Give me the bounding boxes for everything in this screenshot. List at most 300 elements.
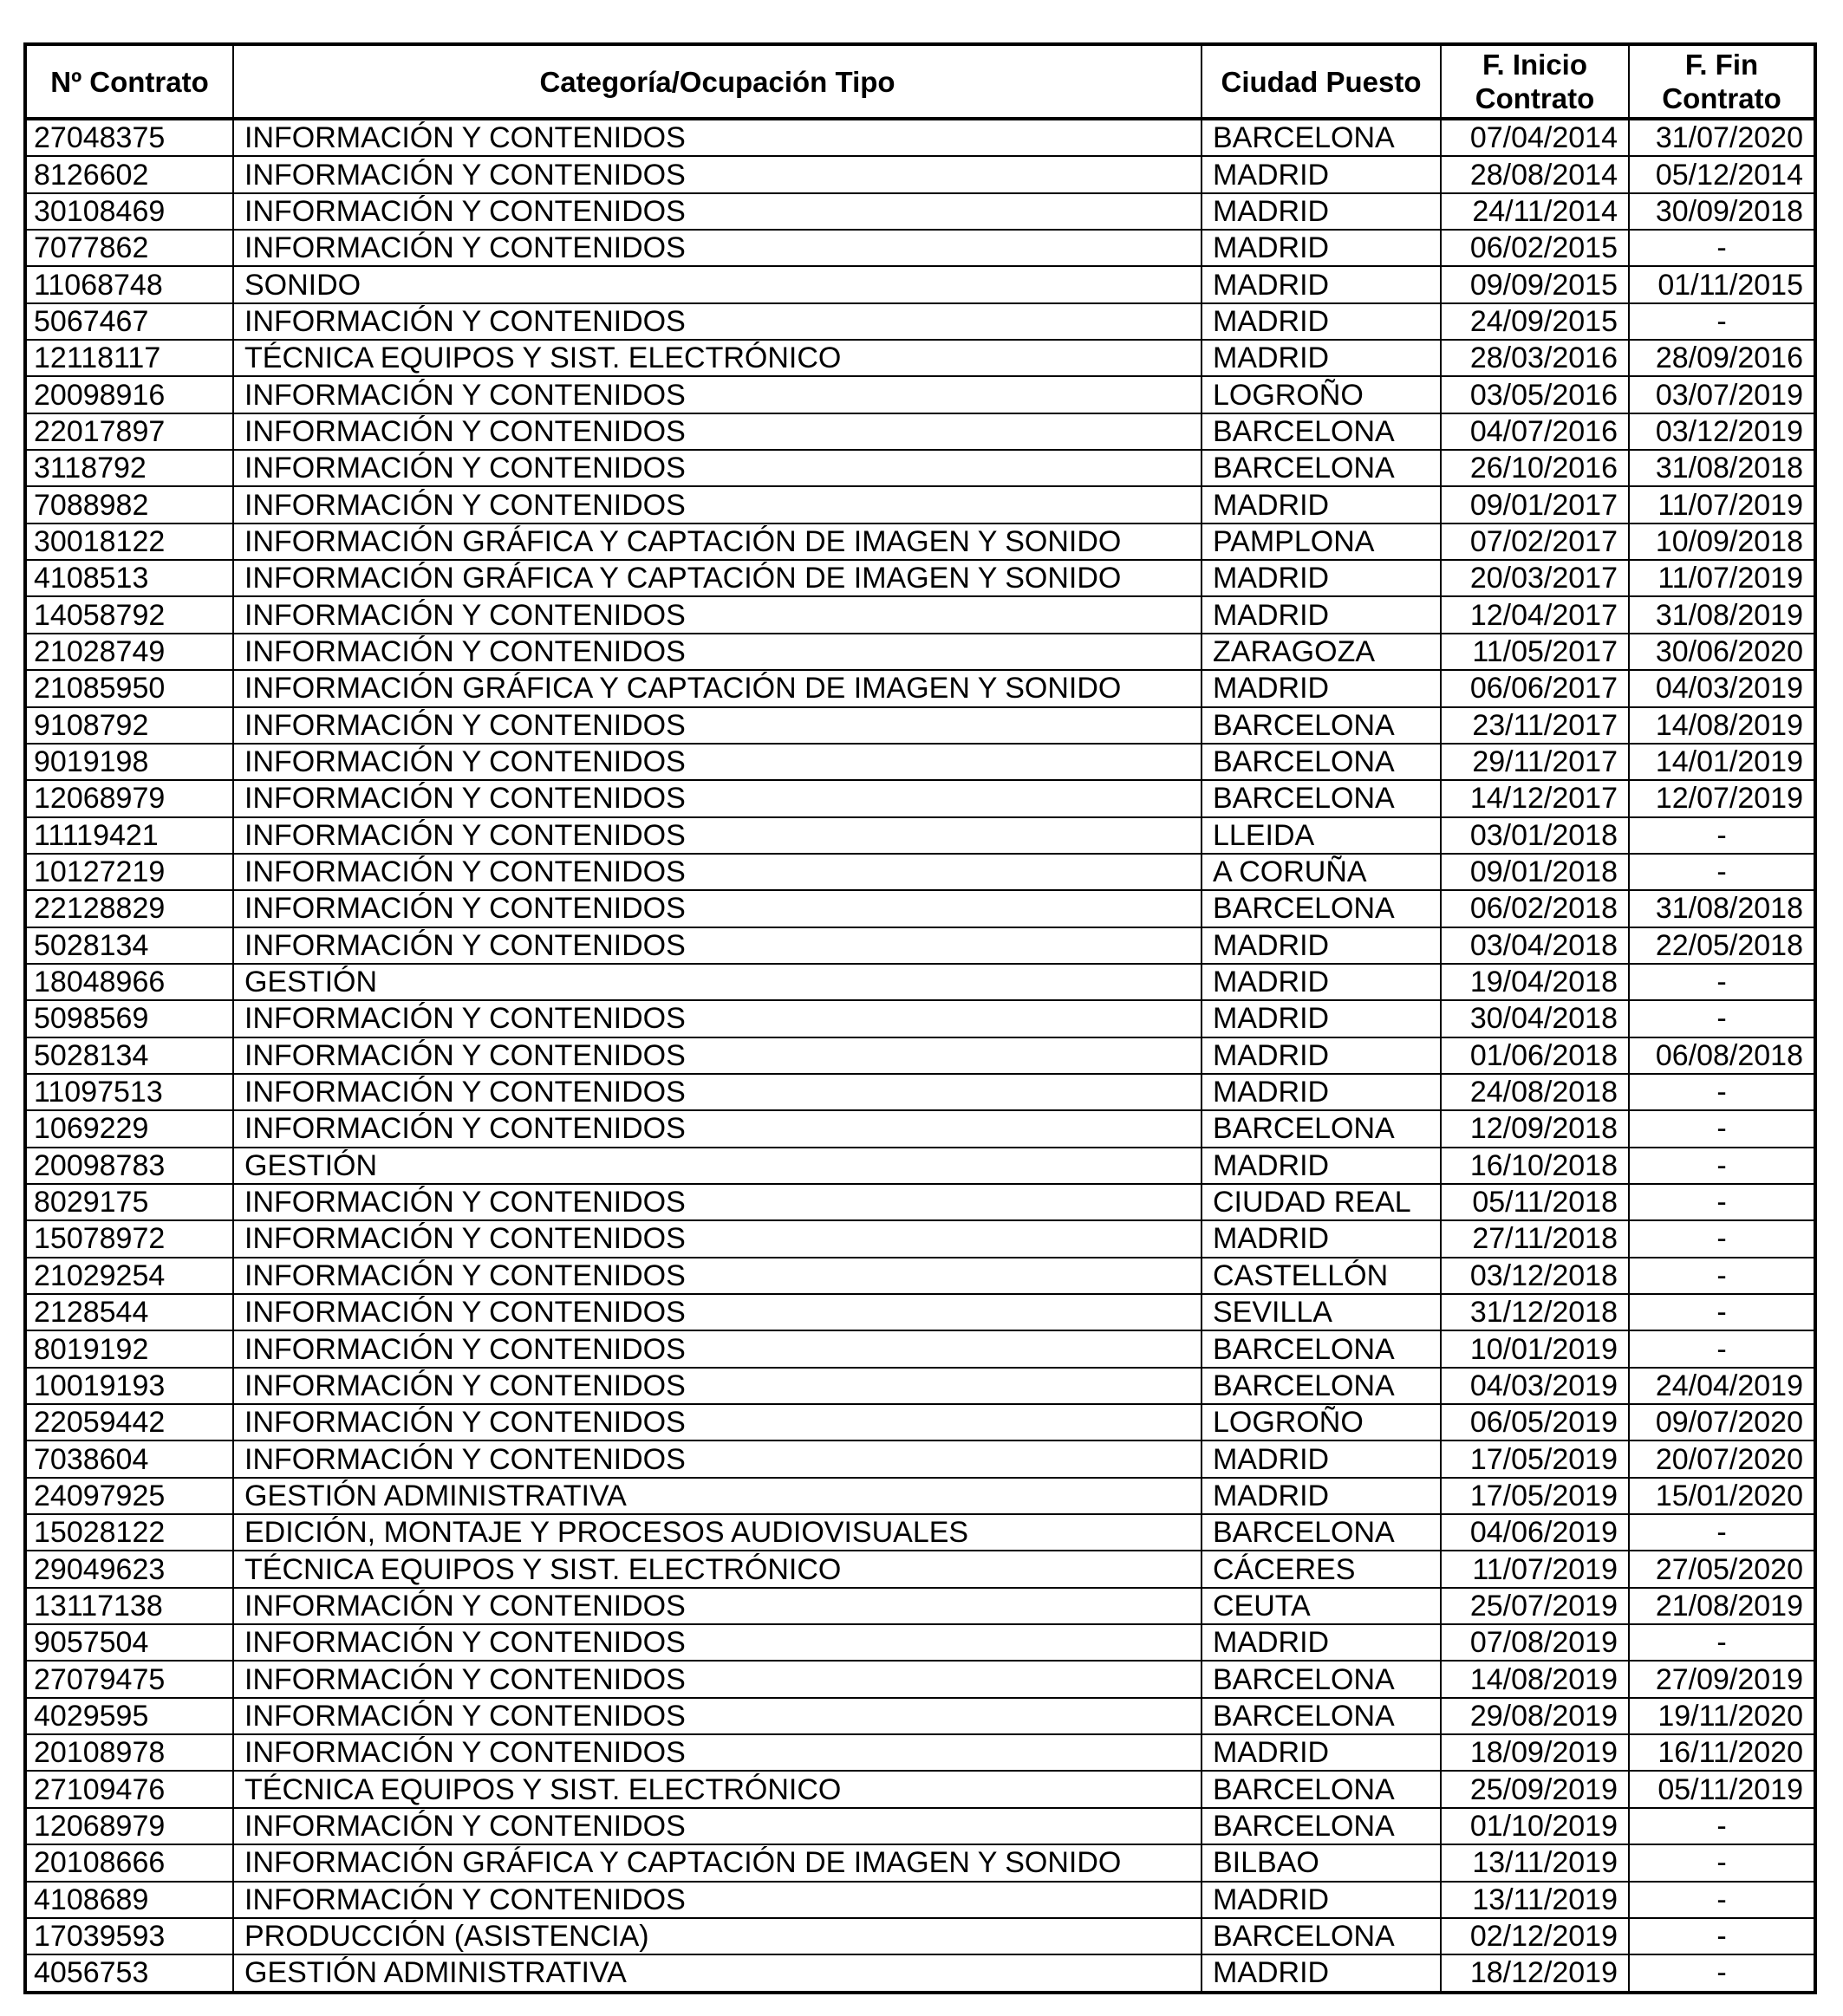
cell-city: MADRID xyxy=(1202,596,1441,633)
table-row xyxy=(25,1404,1815,1440)
cell-city: MADRID xyxy=(1202,670,1441,706)
cell-category: TÉCNICA EQUIPOS Y SIST. ELECTRÓNICO xyxy=(233,1771,1202,1807)
cell-city: CÁCERES xyxy=(1202,1551,1441,1587)
cell-contract-no: 21029254 xyxy=(25,1258,233,1294)
cell-start-date: 06/02/2015 xyxy=(1441,230,1629,266)
contracts-table xyxy=(23,42,1817,1994)
header-start-line1: F. Inicio xyxy=(1482,49,1587,81)
cell-contract-no: 22128829 xyxy=(25,890,233,927)
cell-end-date: 14/08/2019 xyxy=(1629,707,1815,744)
cell-city: BARCELONA xyxy=(1202,1661,1441,1697)
cell-category: INFORMACIÓN Y CONTENIDOS xyxy=(233,119,1202,156)
cell-end-date: - xyxy=(1629,1074,1815,1110)
cell-category: INFORMACIÓN Y CONTENIDOS xyxy=(233,1220,1202,1257)
cell-city: MADRID xyxy=(1202,1478,1441,1514)
table-row xyxy=(25,1954,1815,1992)
cell-city: BARCELONA xyxy=(1202,1330,1441,1367)
cell-contract-no: 10127219 xyxy=(25,854,233,890)
table-row xyxy=(25,486,1815,523)
cell-start-date: 04/03/2019 xyxy=(1441,1368,1629,1404)
cell-start-date: 31/12/2018 xyxy=(1441,1294,1629,1330)
table-row xyxy=(25,1258,1815,1294)
cell-end-date: - xyxy=(1629,230,1815,266)
cell-category: INFORMACIÓN Y CONTENIDOS xyxy=(233,1624,1202,1661)
header-end-date xyxy=(1629,44,1815,119)
cell-city: CEUTA xyxy=(1202,1588,1441,1624)
cell-end-date: - xyxy=(1629,854,1815,890)
cell-contract-no: 5098569 xyxy=(25,1000,233,1037)
cell-start-date: 09/09/2015 xyxy=(1441,266,1629,302)
cell-contract-no: 29049623 xyxy=(25,1551,233,1587)
table-row xyxy=(25,1698,1815,1734)
table-row xyxy=(25,524,1815,560)
cell-category: INFORMACIÓN Y CONTENIDOS xyxy=(233,376,1202,413)
cell-city: BARCELONA xyxy=(1202,744,1441,780)
cell-city: MADRID xyxy=(1202,1037,1441,1074)
cell-city: A CORUÑA xyxy=(1202,854,1441,890)
cell-end-date: - xyxy=(1629,1110,1815,1147)
table-row xyxy=(25,266,1815,302)
header-start-line2: Contrato xyxy=(1475,82,1595,114)
cell-city: BARCELONA xyxy=(1202,1698,1441,1734)
cell-contract-no: 9108792 xyxy=(25,707,233,744)
cell-start-date: 06/06/2017 xyxy=(1441,670,1629,706)
cell-city: MADRID xyxy=(1202,1074,1441,1110)
cell-start-date: 04/06/2019 xyxy=(1441,1514,1629,1551)
cell-category: INFORMACIÓN Y CONTENIDOS xyxy=(233,744,1202,780)
table-row xyxy=(25,340,1815,376)
cell-city: MADRID xyxy=(1202,1440,1441,1477)
cell-end-date: 15/01/2020 xyxy=(1629,1478,1815,1514)
cell-start-date: 28/08/2014 xyxy=(1441,156,1629,192)
table-row xyxy=(25,119,1815,156)
cell-start-date: 25/09/2019 xyxy=(1441,1771,1629,1807)
cell-city: MADRID xyxy=(1202,1734,1441,1771)
table-row xyxy=(25,1588,1815,1624)
cell-end-date: 03/07/2019 xyxy=(1629,376,1815,413)
cell-city: MADRID xyxy=(1202,1882,1441,1918)
cell-contract-no: 20098783 xyxy=(25,1148,233,1184)
cell-end-date: - xyxy=(1629,817,1815,854)
cell-end-date: 31/08/2019 xyxy=(1629,596,1815,633)
cell-category: INFORMACIÓN Y CONTENIDOS xyxy=(233,1000,1202,1037)
cell-start-date: 23/11/2017 xyxy=(1441,707,1629,744)
cell-start-date: 26/10/2016 xyxy=(1441,450,1629,486)
table-row xyxy=(25,670,1815,706)
header-row xyxy=(25,44,1815,119)
cell-end-date: - xyxy=(1629,1514,1815,1551)
cell-category: INFORMACIÓN GRÁFICA Y CAPTACIÓN DE IMAGEN Y SONIDO xyxy=(233,524,1202,560)
cell-end-date: 12/07/2019 xyxy=(1629,780,1815,816)
cell-city: MADRID xyxy=(1202,1000,1441,1037)
cell-end-date: - xyxy=(1629,1148,1815,1184)
cell-end-date: - xyxy=(1629,1882,1815,1918)
cell-city: BARCELONA xyxy=(1202,450,1441,486)
cell-category: INFORMACIÓN Y CONTENIDOS xyxy=(233,780,1202,816)
table-row xyxy=(25,1037,1815,1074)
cell-end-date: - xyxy=(1629,1330,1815,1367)
cell-category: GESTIÓN ADMINISTRATIVA xyxy=(233,1478,1202,1514)
table-row xyxy=(25,596,1815,633)
cell-start-date: 12/09/2018 xyxy=(1441,1110,1629,1147)
cell-end-date: - xyxy=(1629,1258,1815,1294)
cell-start-date: 09/01/2017 xyxy=(1441,486,1629,523)
cell-end-date: 03/12/2019 xyxy=(1629,413,1815,450)
cell-contract-no: 4108689 xyxy=(25,1882,233,1918)
cell-contract-no: 24097925 xyxy=(25,1478,233,1514)
cell-contract-no: 21085950 xyxy=(25,670,233,706)
table-row xyxy=(25,1734,1815,1771)
table-row xyxy=(25,1478,1815,1514)
cell-contract-no: 12068979 xyxy=(25,780,233,816)
cell-start-date: 07/08/2019 xyxy=(1441,1624,1629,1661)
cell-city: ZARAGOZA xyxy=(1202,634,1441,670)
cell-category: INFORMACIÓN Y CONTENIDOS xyxy=(233,854,1202,890)
cell-end-date: 31/08/2018 xyxy=(1629,890,1815,927)
cell-start-date: 18/09/2019 xyxy=(1441,1734,1629,1771)
cell-end-date: 14/01/2019 xyxy=(1629,744,1815,780)
cell-category: PRODUCCIÓN (ASISTENCIA) xyxy=(233,1918,1202,1954)
cell-end-date: - xyxy=(1629,1220,1815,1257)
cell-city: SEVILLA xyxy=(1202,1294,1441,1330)
cell-city: BARCELONA xyxy=(1202,119,1441,156)
cell-start-date: 19/04/2018 xyxy=(1441,964,1629,1000)
cell-contract-no: 27109476 xyxy=(25,1771,233,1807)
cell-start-date: 06/02/2018 xyxy=(1441,890,1629,927)
cell-category: INFORMACIÓN GRÁFICA Y CAPTACIÓN DE IMAGEN Y SONIDO xyxy=(233,670,1202,706)
cell-start-date: 07/04/2014 xyxy=(1441,119,1629,156)
cell-category: INFORMACIÓN Y CONTENIDOS xyxy=(233,450,1202,486)
table-row xyxy=(25,634,1815,670)
table-row xyxy=(25,303,1815,340)
table-row xyxy=(25,707,1815,744)
cell-end-date: 24/04/2019 xyxy=(1629,1368,1815,1404)
cell-start-date: 24/11/2014 xyxy=(1441,193,1629,230)
cell-contract-no: 20098916 xyxy=(25,376,233,413)
cell-contract-no: 13117138 xyxy=(25,1588,233,1624)
cell-category: TÉCNICA EQUIPOS Y SIST. ELECTRÓNICO xyxy=(233,1551,1202,1587)
table-row xyxy=(25,1294,1815,1330)
cell-category: INFORMACIÓN Y CONTENIDOS xyxy=(233,1184,1202,1220)
cell-category: INFORMACIÓN Y CONTENIDOS xyxy=(233,1074,1202,1110)
cell-contract-no: 5028134 xyxy=(25,1037,233,1074)
cell-end-date: - xyxy=(1629,303,1815,340)
cell-city: MADRID xyxy=(1202,486,1441,523)
cell-category: INFORMACIÓN GRÁFICA Y CAPTACIÓN DE IMAGEN Y SONIDO xyxy=(233,1844,1202,1881)
cell-start-date: 28/03/2016 xyxy=(1441,340,1629,376)
cell-category: INFORMACIÓN Y CONTENIDOS xyxy=(233,596,1202,633)
cell-category: INFORMACIÓN Y CONTENIDOS xyxy=(233,1588,1202,1624)
cell-start-date: 30/04/2018 xyxy=(1441,1000,1629,1037)
cell-contract-no: 5028134 xyxy=(25,927,233,964)
cell-city: BARCELONA xyxy=(1202,1514,1441,1551)
cell-category: INFORMACIÓN Y CONTENIDOS xyxy=(233,303,1202,340)
cell-end-date: - xyxy=(1629,1808,1815,1844)
cell-category: INFORMACIÓN Y CONTENIDOS xyxy=(233,1698,1202,1734)
cell-contract-no: 27079475 xyxy=(25,1661,233,1697)
cell-start-date: 03/04/2018 xyxy=(1441,927,1629,964)
cell-city: MADRID xyxy=(1202,156,1441,192)
cell-category: TÉCNICA EQUIPOS Y SIST. ELECTRÓNICO xyxy=(233,340,1202,376)
table-row xyxy=(25,1551,1815,1587)
cell-start-date: 24/09/2015 xyxy=(1441,303,1629,340)
cell-city: MADRID xyxy=(1202,927,1441,964)
table-row xyxy=(25,817,1815,854)
table-row xyxy=(25,1844,1815,1881)
cell-start-date: 29/08/2019 xyxy=(1441,1698,1629,1734)
cell-start-date: 27/11/2018 xyxy=(1441,1220,1629,1257)
cell-start-date: 11/05/2017 xyxy=(1441,634,1629,670)
cell-contract-no: 7038604 xyxy=(25,1440,233,1477)
cell-end-date: 01/11/2015 xyxy=(1629,266,1815,302)
cell-start-date: 12/04/2017 xyxy=(1441,596,1629,633)
cell-end-date: - xyxy=(1629,1184,1815,1220)
table-row xyxy=(25,1220,1815,1257)
cell-start-date: 05/11/2018 xyxy=(1441,1184,1629,1220)
cell-category: INFORMACIÓN Y CONTENIDOS xyxy=(233,1808,1202,1844)
cell-category: INFORMACIÓN Y CONTENIDOS xyxy=(233,230,1202,266)
cell-end-date: 27/09/2019 xyxy=(1629,1661,1815,1697)
cell-city: MADRID xyxy=(1202,230,1441,266)
table-row xyxy=(25,1440,1815,1477)
cell-start-date: 17/05/2019 xyxy=(1441,1440,1629,1477)
cell-end-date: 09/07/2020 xyxy=(1629,1404,1815,1440)
table-row xyxy=(25,560,1815,596)
cell-start-date: 14/12/2017 xyxy=(1441,780,1629,816)
cell-contract-no: 15028122 xyxy=(25,1514,233,1551)
cell-contract-no: 9019198 xyxy=(25,744,233,780)
cell-city: BARCELONA xyxy=(1202,413,1441,450)
cell-city: BARCELONA xyxy=(1202,707,1441,744)
table-row xyxy=(25,1808,1815,1844)
cell-category: INFORMACIÓN Y CONTENIDOS xyxy=(233,890,1202,927)
cell-city: CASTELLÓN xyxy=(1202,1258,1441,1294)
table-body xyxy=(25,119,1815,1993)
table-row xyxy=(25,413,1815,450)
cell-end-date: 30/06/2020 xyxy=(1629,634,1815,670)
cell-category: INFORMACIÓN Y CONTENIDOS xyxy=(233,1294,1202,1330)
cell-start-date: 03/12/2018 xyxy=(1441,1258,1629,1294)
table-row xyxy=(25,1000,1815,1037)
cell-category: INFORMACIÓN Y CONTENIDOS xyxy=(233,1734,1202,1771)
cell-start-date: 01/06/2018 xyxy=(1441,1037,1629,1074)
cell-city: CIUDAD REAL xyxy=(1202,1184,1441,1220)
cell-end-date: 19/11/2020 xyxy=(1629,1698,1815,1734)
cell-category: INFORMACIÓN Y CONTENIDOS xyxy=(233,634,1202,670)
cell-contract-no: 21028749 xyxy=(25,634,233,670)
cell-start-date: 13/11/2019 xyxy=(1441,1882,1629,1918)
cell-start-date: 16/10/2018 xyxy=(1441,1148,1629,1184)
table-row xyxy=(25,1624,1815,1661)
cell-start-date: 20/03/2017 xyxy=(1441,560,1629,596)
cell-category: INFORMACIÓN Y CONTENIDOS xyxy=(233,1882,1202,1918)
cell-start-date: 13/11/2019 xyxy=(1441,1844,1629,1881)
cell-start-date: 02/12/2019 xyxy=(1441,1918,1629,1954)
cell-contract-no: 8126602 xyxy=(25,156,233,192)
cell-start-date: 09/01/2018 xyxy=(1441,854,1629,890)
cell-city: BILBAO xyxy=(1202,1844,1441,1881)
table-row xyxy=(25,964,1815,1000)
cell-start-date: 04/07/2016 xyxy=(1441,413,1629,450)
cell-category: INFORMACIÓN Y CONTENIDOS xyxy=(233,707,1202,744)
cell-contract-no: 11097513 xyxy=(25,1074,233,1110)
cell-contract-no: 4029595 xyxy=(25,1698,233,1734)
cell-contract-no: 4108513 xyxy=(25,560,233,596)
header-end-line1: F. Fin xyxy=(1684,49,1759,81)
cell-end-date: 27/05/2020 xyxy=(1629,1551,1815,1587)
cell-start-date: 17/05/2019 xyxy=(1441,1478,1629,1514)
cell-end-date: 11/07/2019 xyxy=(1629,560,1815,596)
cell-contract-no: 5067467 xyxy=(25,303,233,340)
cell-city: BARCELONA xyxy=(1202,1918,1441,1954)
table-row xyxy=(25,1514,1815,1551)
table-row xyxy=(25,927,1815,964)
cell-category: GESTIÓN xyxy=(233,964,1202,1000)
cell-category: INFORMACIÓN Y CONTENIDOS xyxy=(233,1440,1202,1477)
cell-city: MADRID xyxy=(1202,303,1441,340)
cell-end-date: - xyxy=(1629,964,1815,1000)
cell-contract-no: 22059442 xyxy=(25,1404,233,1440)
cell-start-date: 14/08/2019 xyxy=(1441,1661,1629,1697)
cell-start-date: 07/02/2017 xyxy=(1441,524,1629,560)
cell-start-date: 25/07/2019 xyxy=(1441,1588,1629,1624)
cell-category: INFORMACIÓN Y CONTENIDOS xyxy=(233,1037,1202,1074)
cell-contract-no: 30108469 xyxy=(25,193,233,230)
table-row xyxy=(25,1661,1815,1697)
cell-category: INFORMACIÓN Y CONTENIDOS xyxy=(233,1110,1202,1147)
table-row xyxy=(25,1882,1815,1918)
cell-contract-no: 10019193 xyxy=(25,1368,233,1404)
cell-contract-no: 11068748 xyxy=(25,266,233,302)
cell-category: INFORMACIÓN Y CONTENIDOS xyxy=(233,1368,1202,1404)
cell-end-date: 05/12/2014 xyxy=(1629,156,1815,192)
cell-category: INFORMACIÓN Y CONTENIDOS xyxy=(233,1404,1202,1440)
cell-contract-no: 12118117 xyxy=(25,340,233,376)
cell-end-date: - xyxy=(1629,1954,1815,1992)
table-row xyxy=(25,1074,1815,1110)
cell-end-date: 05/11/2019 xyxy=(1629,1771,1815,1807)
cell-contract-no: 14058792 xyxy=(25,596,233,633)
cell-end-date: 28/09/2016 xyxy=(1629,340,1815,376)
cell-end-date: - xyxy=(1629,1918,1815,1954)
cell-city: MADRID xyxy=(1202,560,1441,596)
cell-city: BARCELONA xyxy=(1202,890,1441,927)
cell-end-date: 20/07/2020 xyxy=(1629,1440,1815,1477)
cell-end-date: 06/08/2018 xyxy=(1629,1037,1815,1074)
cell-category: SONIDO xyxy=(233,266,1202,302)
cell-contract-no: 18048966 xyxy=(25,964,233,1000)
cell-city: MADRID xyxy=(1202,1220,1441,1257)
header-city: Ciudad Puesto xyxy=(1202,44,1441,119)
cell-start-date: 03/05/2016 xyxy=(1441,376,1629,413)
cell-end-date: - xyxy=(1629,1844,1815,1881)
cell-city: MADRID xyxy=(1202,193,1441,230)
cell-start-date: 10/01/2019 xyxy=(1441,1330,1629,1367)
cell-category: EDICIÓN, MONTAJE Y PROCESOS AUDIOVISUALES xyxy=(233,1514,1202,1551)
cell-start-date: 11/07/2019 xyxy=(1441,1551,1629,1587)
header-start-date xyxy=(1441,44,1629,119)
cell-end-date: 31/07/2020 xyxy=(1629,119,1815,156)
cell-end-date: 10/09/2018 xyxy=(1629,524,1815,560)
cell-category: GESTIÓN ADMINISTRATIVA xyxy=(233,1954,1202,1992)
cell-end-date: 21/08/2019 xyxy=(1629,1588,1815,1624)
cell-start-date: 03/01/2018 xyxy=(1441,817,1629,854)
cell-category: INFORMACIÓN Y CONTENIDOS xyxy=(233,413,1202,450)
table-row xyxy=(25,376,1815,413)
cell-contract-no: 4056753 xyxy=(25,1954,233,1992)
cell-city: MADRID xyxy=(1202,1148,1441,1184)
header-contract-no: Nº Contrato xyxy=(25,44,233,119)
table-row xyxy=(25,1184,1815,1220)
header-end-line2: Contrato xyxy=(1662,82,1781,114)
cell-contract-no: 20108666 xyxy=(25,1844,233,1881)
table-row xyxy=(25,890,1815,927)
header-category: Categoría/Ocupación Tipo xyxy=(233,44,1202,119)
table-row xyxy=(25,1771,1815,1807)
cell-contract-no: 30018122 xyxy=(25,524,233,560)
cell-contract-no: 2128544 xyxy=(25,1294,233,1330)
cell-start-date: 18/12/2019 xyxy=(1441,1954,1629,1992)
table-row xyxy=(25,156,1815,192)
cell-category: INFORMACIÓN Y CONTENIDOS xyxy=(233,156,1202,192)
cell-end-date: - xyxy=(1629,1294,1815,1330)
cell-end-date: 11/07/2019 xyxy=(1629,486,1815,523)
cell-city: LOGROÑO xyxy=(1202,376,1441,413)
cell-city: MADRID xyxy=(1202,340,1441,376)
cell-start-date: 24/08/2018 xyxy=(1441,1074,1629,1110)
cell-end-date: - xyxy=(1629,1624,1815,1661)
cell-contract-no: 11119421 xyxy=(25,817,233,854)
cell-end-date: 16/11/2020 xyxy=(1629,1734,1815,1771)
table-row xyxy=(25,1918,1815,1954)
cell-city: LOGROÑO xyxy=(1202,1404,1441,1440)
cell-city: BARCELONA xyxy=(1202,1110,1441,1147)
cell-city: BARCELONA xyxy=(1202,780,1441,816)
cell-category: INFORMACIÓN Y CONTENIDOS xyxy=(233,927,1202,964)
cell-contract-no: 8019192 xyxy=(25,1330,233,1367)
cell-end-date: 04/03/2019 xyxy=(1629,670,1815,706)
cell-end-date: 31/08/2018 xyxy=(1629,450,1815,486)
cell-contract-no: 22017897 xyxy=(25,413,233,450)
cell-contract-no: 12068979 xyxy=(25,1808,233,1844)
cell-city: LLEIDA xyxy=(1202,817,1441,854)
cell-start-date: 29/11/2017 xyxy=(1441,744,1629,780)
cell-contract-no: 20108978 xyxy=(25,1734,233,1771)
table-row xyxy=(25,1148,1815,1184)
cell-category: INFORMACIÓN Y CONTENIDOS xyxy=(233,1330,1202,1367)
table-row xyxy=(25,1110,1815,1147)
cell-city: BARCELONA xyxy=(1202,1771,1441,1807)
cell-city: BARCELONA xyxy=(1202,1808,1441,1844)
cell-category: INFORMACIÓN Y CONTENIDOS xyxy=(233,817,1202,854)
cell-category: INFORMACIÓN Y CONTENIDOS xyxy=(233,1661,1202,1697)
table-row xyxy=(25,780,1815,816)
cell-city: BARCELONA xyxy=(1202,1368,1441,1404)
cell-contract-no: 7077862 xyxy=(25,230,233,266)
table-row xyxy=(25,450,1815,486)
cell-city: MADRID xyxy=(1202,1954,1441,1992)
cell-contract-no: 27048375 xyxy=(25,119,233,156)
cell-end-date: 30/09/2018 xyxy=(1629,193,1815,230)
table-header xyxy=(25,44,1815,119)
cell-category: GESTIÓN xyxy=(233,1148,1202,1184)
cell-contract-no: 1069229 xyxy=(25,1110,233,1147)
cell-start-date: 01/10/2019 xyxy=(1441,1808,1629,1844)
cell-category: INFORMACIÓN Y CONTENIDOS xyxy=(233,193,1202,230)
cell-end-date: - xyxy=(1629,1000,1815,1037)
cell-city: MADRID xyxy=(1202,964,1441,1000)
cell-contract-no: 17039593 xyxy=(25,1918,233,1954)
